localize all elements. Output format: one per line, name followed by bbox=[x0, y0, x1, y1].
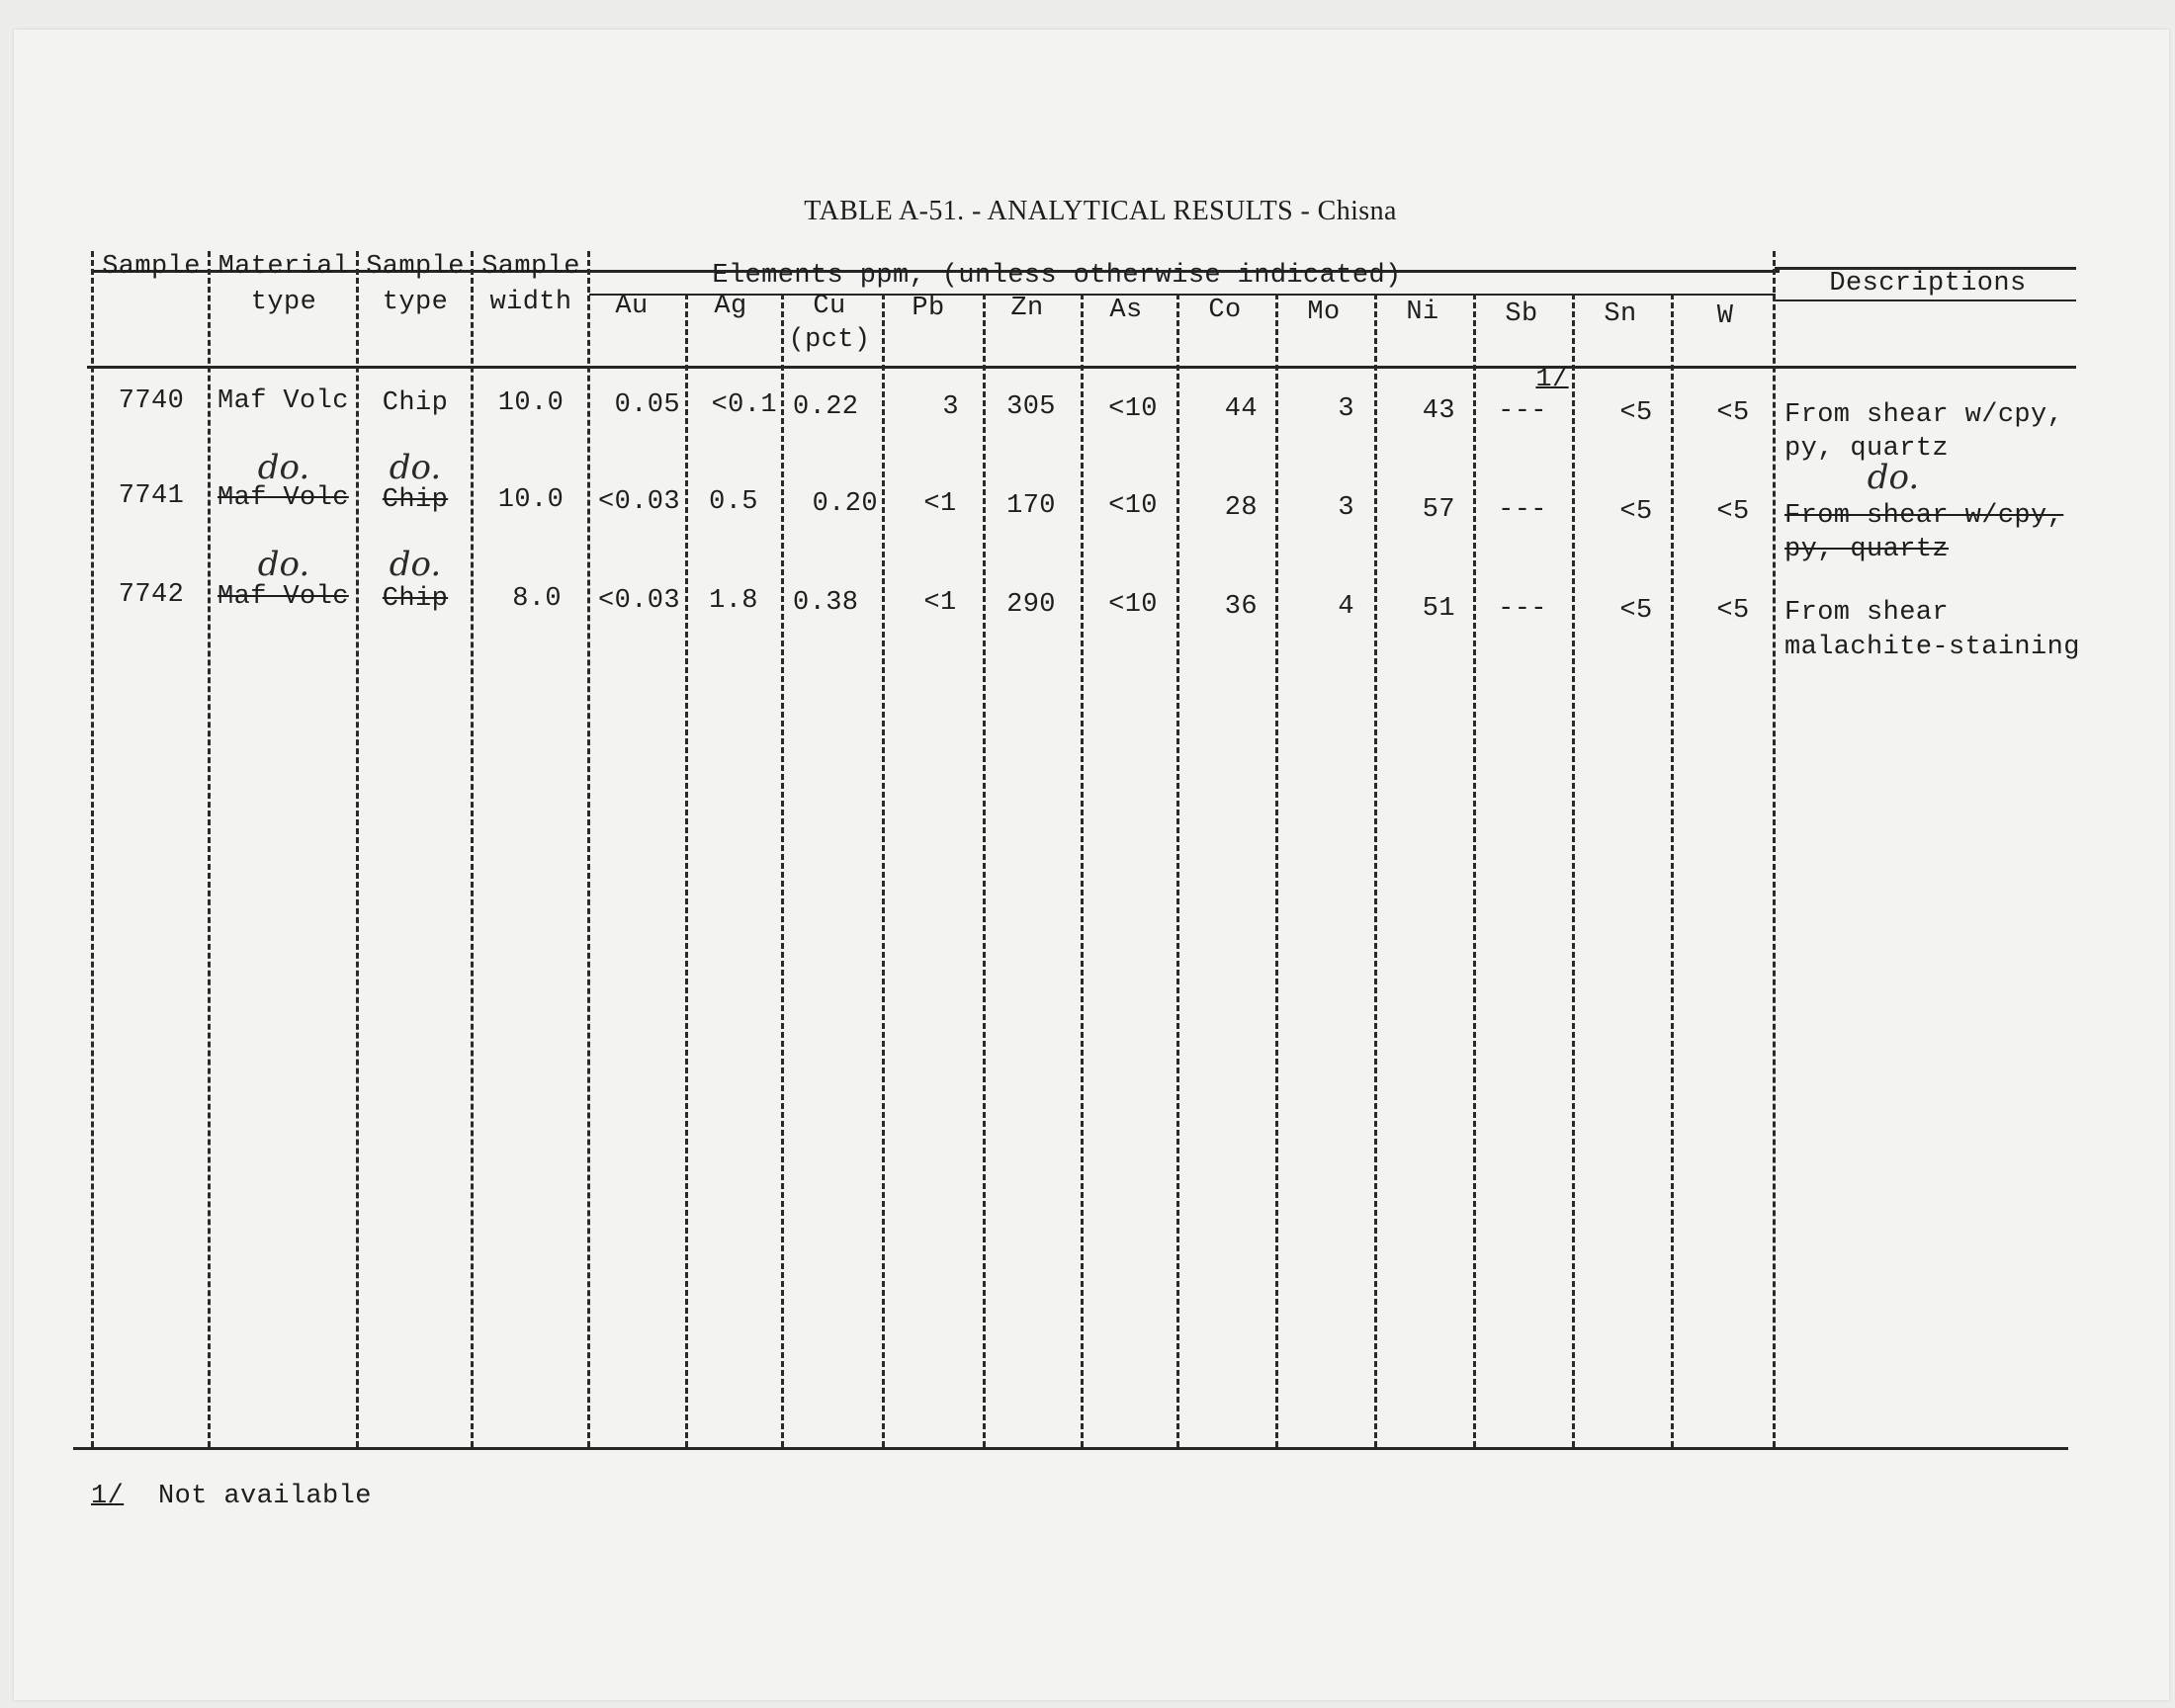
row2-sample: 7741 bbox=[118, 481, 185, 511]
row3-type-ditto: do. bbox=[389, 545, 442, 584]
row3-width: 8.0 bbox=[512, 584, 562, 614]
row1-description-line2: py, quartz bbox=[1784, 434, 1950, 464]
column-divider bbox=[208, 251, 211, 1447]
row1-description-line1: From shear w/cpy, bbox=[1784, 400, 2064, 430]
header-sn: Sn bbox=[1604, 299, 1637, 329]
footnote-text: Not available bbox=[158, 1482, 372, 1511]
footnote-marker: 1/ bbox=[91, 1482, 125, 1511]
row1-sn: <5 bbox=[1619, 398, 1653, 428]
row3-au: <0.03 bbox=[597, 586, 680, 616]
row2-cu: 0.20 bbox=[812, 489, 878, 519]
header-sample-width-line1: Sample bbox=[481, 252, 580, 282]
header-co: Co bbox=[1208, 296, 1242, 325]
header-zn: Zn bbox=[1010, 294, 1044, 323]
row1-width: 10.0 bbox=[497, 388, 565, 418]
header-cu: Cu bbox=[813, 292, 846, 321]
column-divider bbox=[1773, 251, 1776, 1447]
header-mo: Mo bbox=[1307, 298, 1341, 327]
row2-description-line1: From shear w/cpy, bbox=[1784, 501, 2064, 531]
row2-w: <5 bbox=[1716, 497, 1750, 527]
row1-as: <10 bbox=[1108, 394, 1158, 424]
row3-ag: 1.8 bbox=[709, 586, 758, 616]
row3-mo: 4 bbox=[1338, 592, 1354, 622]
column-divider bbox=[356, 251, 359, 1447]
header-sample-width-line2: width bbox=[489, 288, 572, 317]
row2-description-ditto: do. bbox=[1867, 458, 1920, 497]
column-divider bbox=[781, 294, 784, 1447]
header-pb: Pb bbox=[912, 294, 945, 323]
header-ag: Ag bbox=[714, 292, 747, 321]
row3-material: Maf Volc bbox=[218, 582, 349, 612]
header-w: W bbox=[1716, 301, 1734, 331]
column-divider bbox=[1176, 294, 1179, 1447]
row2-width: 10.0 bbox=[497, 485, 565, 515]
row3-description-line1: From shear bbox=[1784, 598, 1950, 628]
row1-type: Chip bbox=[382, 388, 449, 418]
header-au: Au bbox=[615, 292, 649, 321]
row1-w: <5 bbox=[1716, 398, 1750, 428]
table-title: TABLE A-51. - ANALYTICAL RESULTS - Chisna bbox=[804, 196, 1397, 226]
row3-zn: 290 bbox=[1006, 590, 1056, 620]
row1-ag: <0.1 bbox=[711, 390, 777, 420]
row1-mo: 3 bbox=[1338, 394, 1354, 424]
row3-type: Chip bbox=[382, 584, 449, 614]
column-divider bbox=[1473, 294, 1476, 1447]
row2-as: <10 bbox=[1108, 491, 1158, 521]
row3-w: <5 bbox=[1716, 596, 1750, 626]
column-divider bbox=[1572, 294, 1575, 1447]
column-divider bbox=[1374, 294, 1377, 1447]
row3-description-line2: malachite-staining bbox=[1784, 633, 2080, 662]
row1-au: 0.05 bbox=[614, 390, 680, 420]
header-ni: Ni bbox=[1406, 298, 1439, 327]
row2-material: Maf Volc bbox=[218, 483, 349, 513]
row1-cu: 0.22 bbox=[793, 392, 859, 422]
row2-mo: 3 bbox=[1338, 493, 1354, 523]
header-descriptions: Descriptions bbox=[1829, 269, 2027, 299]
row3-sample: 7742 bbox=[118, 580, 185, 610]
row3-sn: <5 bbox=[1619, 596, 1653, 626]
row1-sb: --- bbox=[1498, 396, 1547, 426]
row2-description-line2: py, quartz bbox=[1784, 535, 1950, 564]
row2-sn: <5 bbox=[1619, 497, 1653, 527]
descriptions-sub-rule bbox=[1775, 299, 2076, 301]
header-as: As bbox=[1109, 296, 1143, 325]
row3-cu: 0.38 bbox=[793, 588, 859, 618]
header-sample-type-line1: Sample bbox=[366, 252, 465, 282]
header-cu-unit: (pct) bbox=[788, 325, 871, 355]
column-divider bbox=[587, 251, 590, 1447]
row1-ni: 43 bbox=[1422, 396, 1455, 426]
header-material-line1: Material bbox=[218, 252, 350, 282]
row3-sb: --- bbox=[1498, 594, 1547, 624]
row1-zn: 305 bbox=[1006, 392, 1056, 422]
row3-pb: <1 bbox=[923, 588, 957, 618]
row1-co: 44 bbox=[1224, 394, 1258, 424]
row2-material-ditto: do. bbox=[257, 448, 310, 487]
row3-co: 36 bbox=[1224, 592, 1258, 622]
row2-sb: --- bbox=[1498, 495, 1547, 525]
row2-zn: 170 bbox=[1006, 491, 1056, 521]
row2-ni: 57 bbox=[1422, 495, 1455, 525]
header-sample: Sample bbox=[102, 252, 201, 282]
elements-group-rule bbox=[589, 294, 1776, 296]
header-elements-group: Elements ppm, (unless otherwise indicated) bbox=[712, 261, 1402, 291]
table-bottom-rule bbox=[73, 1447, 2068, 1450]
row2-ag: 0.5 bbox=[709, 487, 758, 517]
header-sb: Sb bbox=[1505, 299, 1538, 329]
row2-pb: <1 bbox=[923, 489, 957, 519]
row1-material: Maf Volc bbox=[218, 386, 349, 416]
row2-type-ditto: do. bbox=[389, 448, 442, 487]
column-divider bbox=[983, 294, 986, 1447]
row3-as: <10 bbox=[1108, 590, 1158, 620]
row2-au: <0.03 bbox=[597, 487, 680, 517]
header-material-line2: type bbox=[250, 288, 317, 317]
row2-type: Chip bbox=[382, 485, 449, 515]
column-divider bbox=[685, 294, 688, 1447]
column-divider bbox=[882, 294, 885, 1447]
row1-sample: 7740 bbox=[118, 386, 185, 416]
row3-ni: 51 bbox=[1422, 594, 1455, 624]
column-divider bbox=[1275, 294, 1278, 1447]
sb-footnote-ref: 1/ bbox=[1535, 365, 1569, 394]
row2-co: 28 bbox=[1224, 493, 1258, 523]
column-divider bbox=[471, 251, 474, 1447]
header-sample-type-line2: type bbox=[382, 288, 449, 317]
column-divider bbox=[1081, 294, 1084, 1447]
column-divider bbox=[91, 251, 94, 1447]
row1-pb: 3 bbox=[942, 392, 959, 422]
row3-material-ditto: do. bbox=[257, 545, 310, 584]
column-divider bbox=[1671, 294, 1674, 1447]
